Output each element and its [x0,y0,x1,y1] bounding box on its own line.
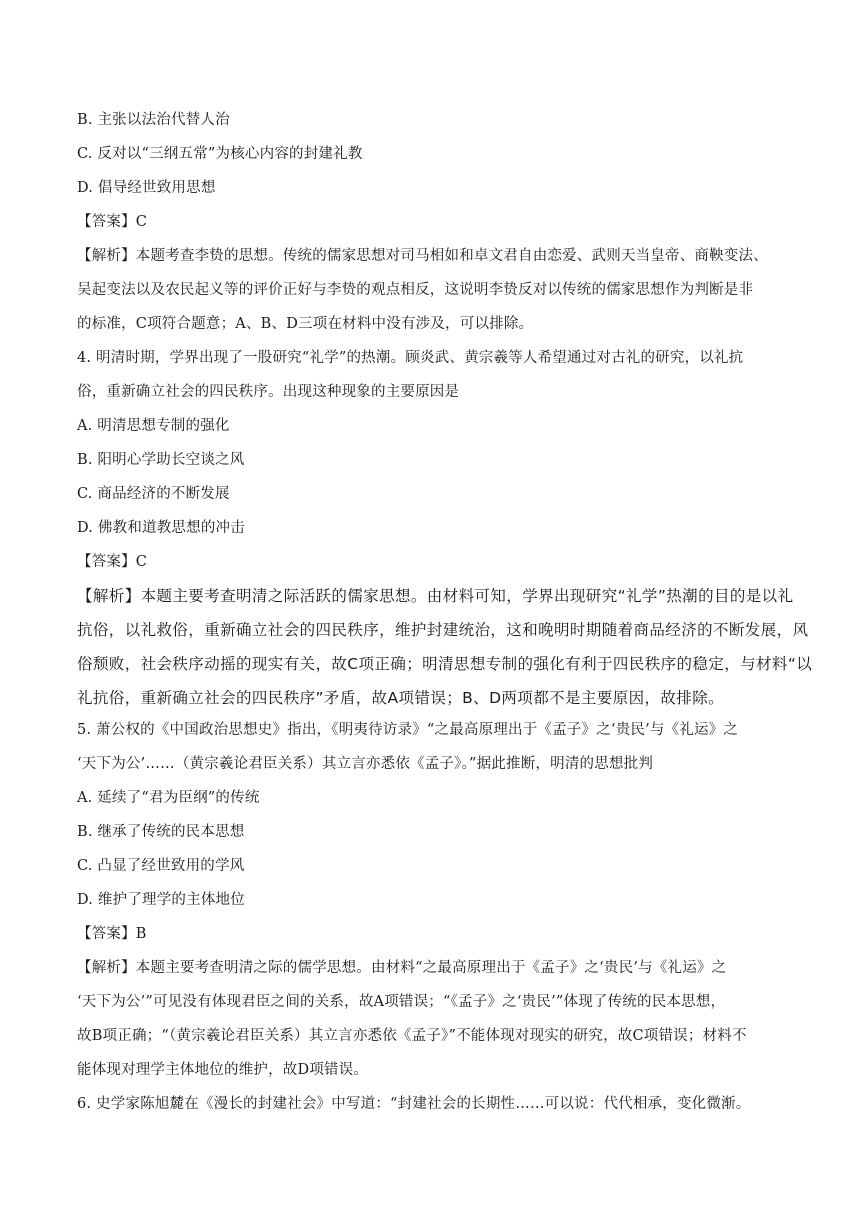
option-b-q4: B. 阳明心学助长空谈之风 [77,452,245,468]
analysis-q5-line-4: 能体现对理学主体地位的维护，故D项错误。 [77,1062,369,1078]
question-5-line-1: 5. 萧公权的《中国政治思想史》指出，《明夷待访录》“之最高原理出于《孟子》之‘贵民’与《礼运》之 [77,722,739,738]
option-b-q5: B. 继承了传统的民本思想 [77,824,245,840]
analysis-q3-line-3: 的标准，C项符合题意；A、B、D三项在材料中没有涉及，可以排除。 [77,316,534,332]
option-d-q4: D. 佛教和道教思想的冲击 [77,520,245,536]
analysis-q5-line-3: 故B项正确；“（黄宗羲论君臣关系）其立言亦悉依《孟子》”不能体现对现实的研究，故C项错误；材料不 [77,1028,747,1044]
option-d-q5: D. 维护了理学的主体地位 [77,892,245,908]
question-4-line-2: 俗，重新确立社会的四民秩序。出现这种现象的主要原因是 [77,384,460,400]
analysis-q4-line-4: 礼抗俗，重新确立社会的四民秩序”矛盾，故A项错误；B、D两项都不是主要原因，故排除。 [77,689,725,707]
analysis-q4-line-2: 抗俗，以礼救俗，重新确立社会的四民秩序，维护封建统治，这和晚明时期随着商品经济的不断发展，风 [77,621,809,639]
analysis-q3-line-2: 吴起变法以及农民起义等的评价正好与李贽的观点相反，这说明李贽反对以传统的儒家思想作为判断是非 [77,282,754,298]
analysis-q5-line-2: ‘天下为公’”可见没有体现君臣之间的关系，故A项错误；“《孟子》之‘贵民’”体现了传统的民本思想， [77,994,726,1010]
option-b-q3: B. 主张以法治代替人治 [77,112,230,128]
analysis-q3-line-1: 【解析】本题考查李贽的思想。传统的儒家思想对司马相如和卓文君自由恋爱、武则天当皇帝、商鞅变法、 [77,248,768,264]
answer-q4: 【答案】C [77,554,148,570]
question-5-line-2: ‘天下为公’……（黄宗羲论君臣关系）其立言亦悉依《孟子》。”据此推断，明清的思想批判 [77,756,654,772]
answer-q5: 【答案】B [77,926,147,942]
analysis-q4-line-1: 【解析】本题主要考查明清之际活跃的儒家思想。由材料可知，学界出现研究“礼学”热潮的目的是以礼 [77,587,794,605]
question-6-line-1: 6. 史学家陈旭麓在《漫长的封建社会》中写道：“封建社会的长期性……可以说：代代相承，变化微渐。 [77,1096,751,1112]
analysis-q5-line-1: 【解析】本题主要考查明清之际的儒学思想。由材料“之最高原理出于《孟子》之‘贵民’与《礼运》之 [77,960,727,976]
option-c-q4: C. 商品经济的不断发展 [77,486,230,502]
analysis-q4-line-3: 俗颓败，社会秩序动摇的现实有关，故C项正确；明清思想专制的强化有利于四民秩序的稳定，与材料“以 [77,655,813,673]
option-d-q3: D. 倡导经世致用思想 [77,180,216,196]
option-a-q4: A. 明清思想专制的强化 [77,418,230,434]
option-c-q5: C. 凸显了经世致用的学风 [77,858,245,874]
option-c-q3: C. 反对以“三纲五常”为核心内容的封建礼教 [77,146,363,162]
option-a-q5: A. 延续了“君为臣纲”的传统 [77,790,260,806]
answer-q3: 【答案】C [77,214,148,230]
question-4-line-1: 4. 明清时期，学界出现了一股研究“礼学”的热潮。顾炎武、黄宗羲等人希望通过对古礼的研究，以礼抗 [77,350,744,366]
